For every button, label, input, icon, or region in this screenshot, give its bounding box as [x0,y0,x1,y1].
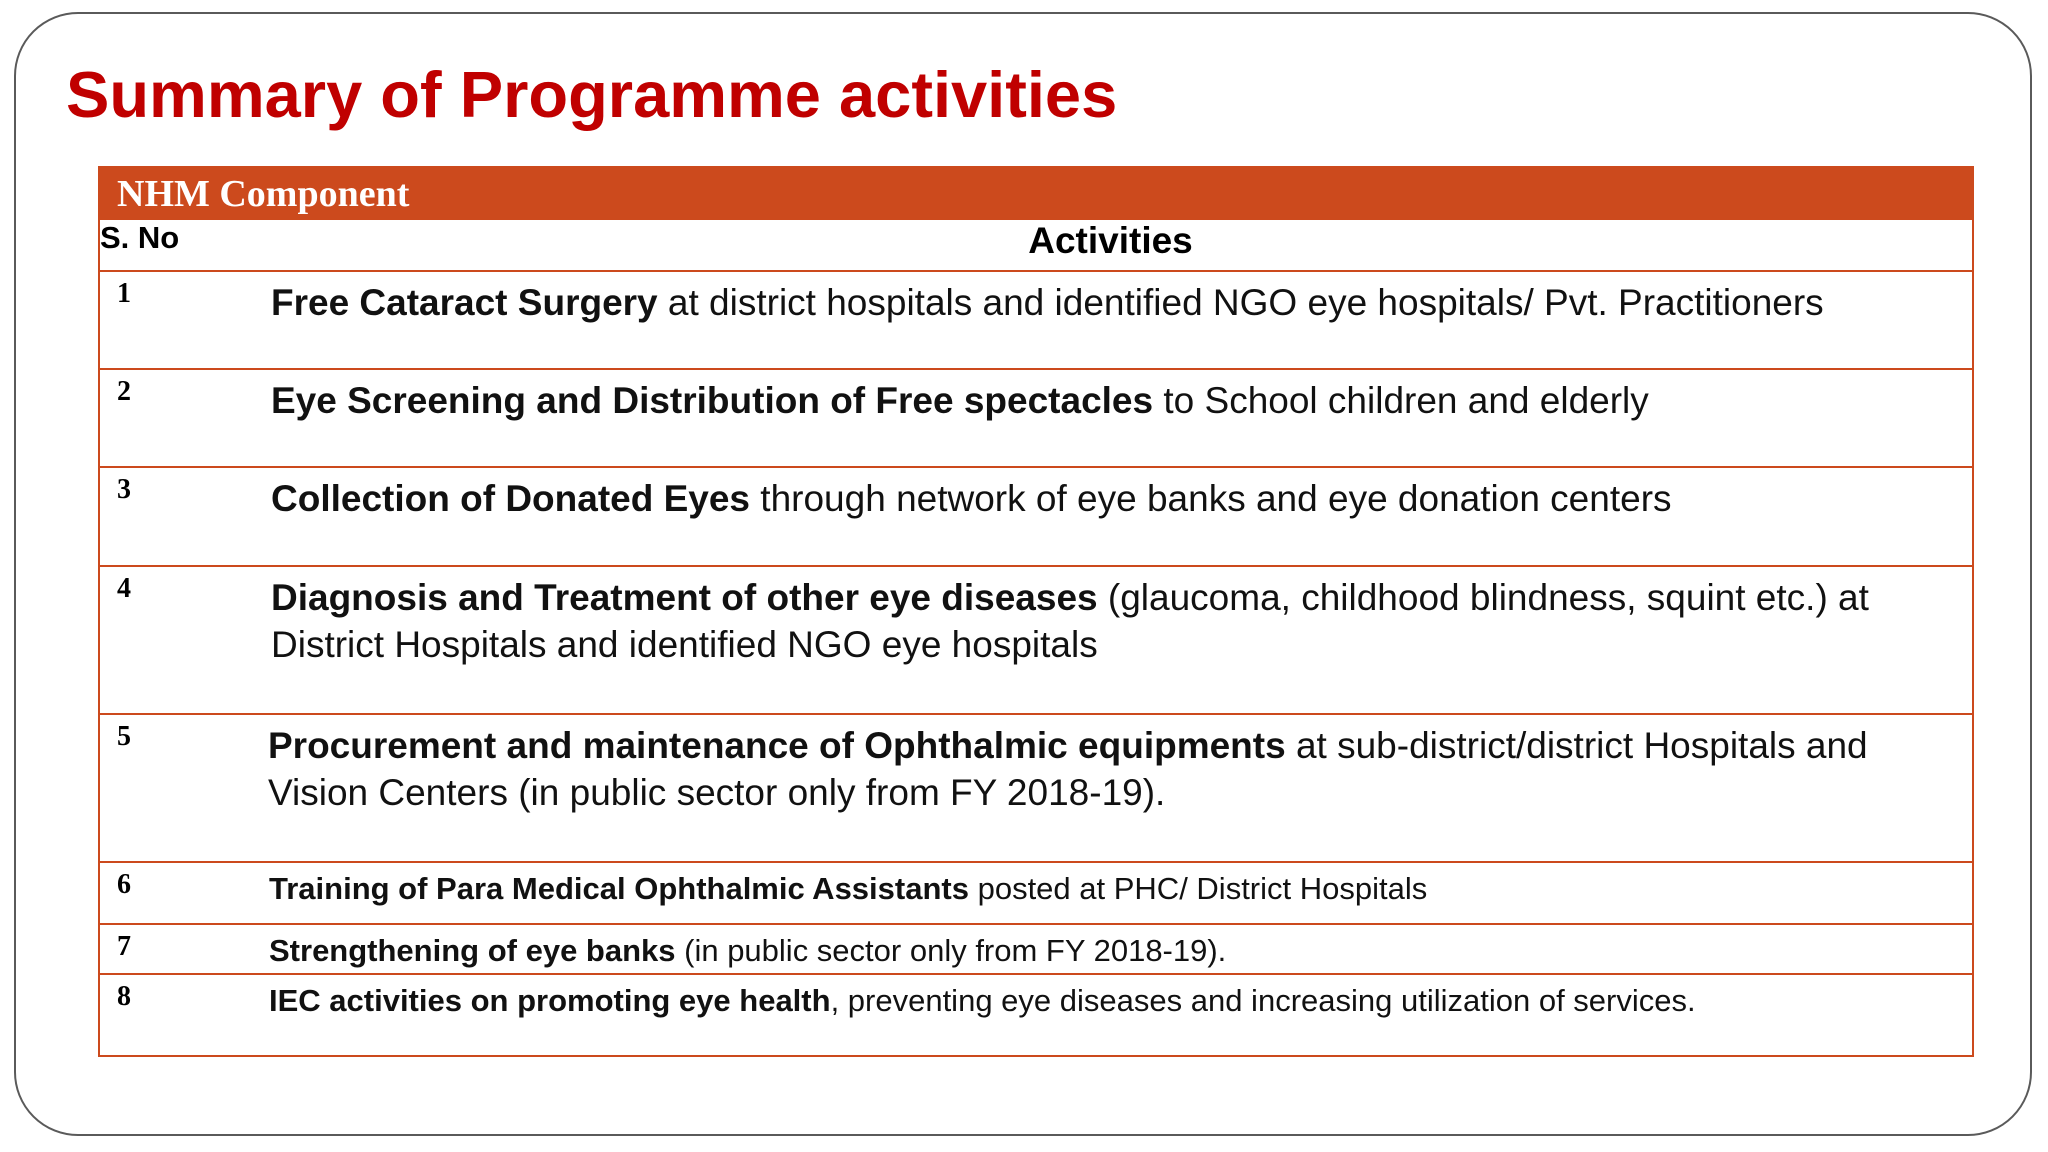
activity-text [249,271,1973,369]
table-row [99,566,1973,714]
activity-text [249,714,1973,862]
activity-highlight: Strengthening of eye banks [269,933,676,968]
table-row [99,271,1973,369]
table-banner: NHM Component [99,167,1973,219]
table-row [99,862,1973,924]
table-row [99,369,1973,467]
activity-detail: , preventing eye diseases and increasing utilization of services. [830,983,1696,1018]
column-header-sno: S. No [99,219,249,271]
activity-detail: at sub-district/district Hospitals and Vision Centers (in public sector only from FY 2018-19). [268,725,1868,813]
slide-title: Summary of Programme activities [66,58,1118,131]
row-number: 3 [99,467,249,566]
row-number: 2 [99,369,249,467]
activity-highlight: IEC activities on promoting eye health [269,983,831,1018]
activity-detail: (in public sector only from FY 2018-19). [675,933,1227,968]
row-number: 4 [99,566,249,714]
activity-detail: at district hospitals and identified NGO eye hospitals/ Pvt. Practitioners [657,282,1824,323]
activity-text [249,369,1973,467]
table-row [99,714,1973,862]
activity-detail: posted at PHC/ District Hospitals [968,871,1428,906]
table-row [99,924,1973,974]
activity-text [249,924,1973,974]
activity-highlight: Diagnosis and Treatment of other eye diseases [271,577,1098,618]
row-number: 6 [99,862,249,924]
activity-text [249,566,1973,714]
activity-text [249,862,1973,924]
row-number: 5 [99,714,249,862]
activity-detail: through network of eye banks and eye donation centers [750,478,1672,519]
activity-highlight: Collection of Donated Eyes [271,478,751,519]
activities-table [98,166,1974,1057]
row-number: 8 [99,974,249,1056]
activity-highlight: Training of Para Medical Ophthalmic Assistants [269,871,969,906]
table-header-row [99,219,1973,271]
activity-highlight: Eye Screening and Distribution of Free spectacles [271,380,1154,421]
activity-detail: to School children and elderly [1153,380,1649,421]
table-row [99,974,1973,1056]
activity-text [249,974,1973,1056]
activity-highlight: Free Cataract Surgery [271,282,658,323]
table-banner-row [99,167,1973,219]
column-header-activities: Activities [249,219,1973,271]
table-row [99,467,1973,566]
activity-text [249,467,1973,566]
row-number: 7 [99,924,249,974]
activity-detail: (glaucoma, childhood blindness, squint etc.) at District Hospitals and identified NGO eye hospitals [271,577,1869,665]
row-number: 1 [99,271,249,369]
activity-highlight: Procurement and maintenance of Ophthalmic equipments [268,725,1286,766]
